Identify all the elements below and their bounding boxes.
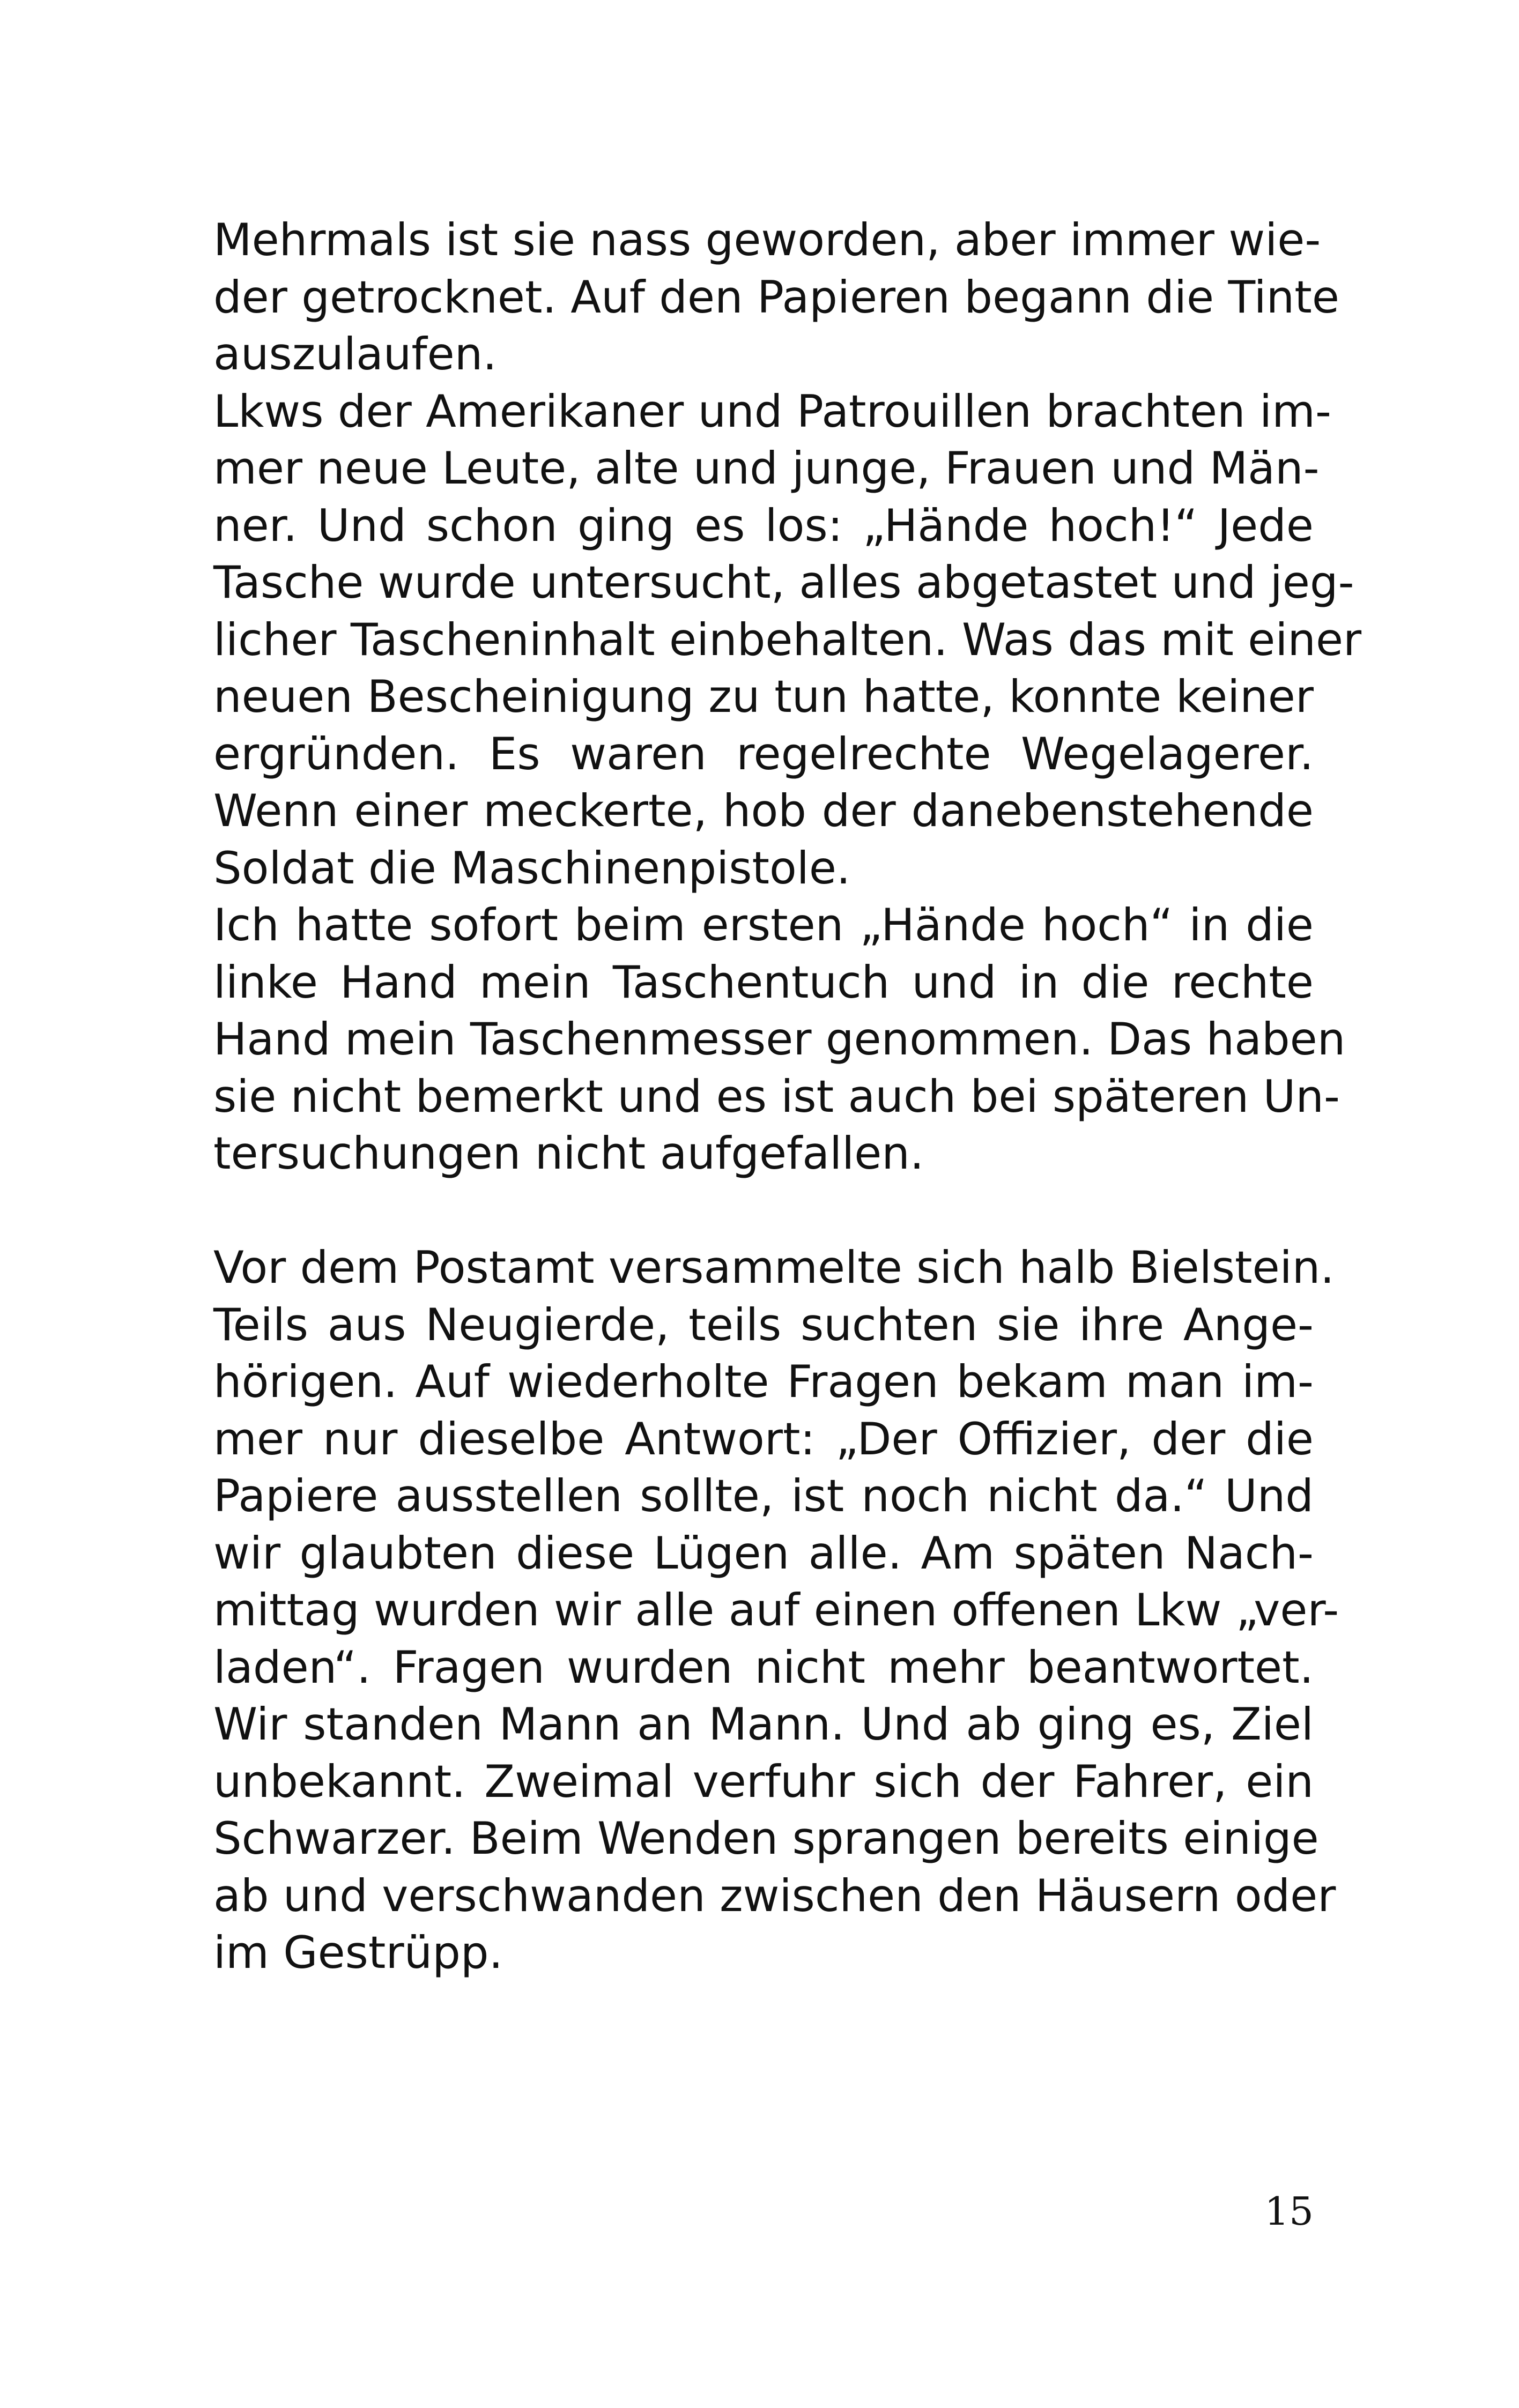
text-line: der getrocknet. Auf den Papieren begann die Tinte bbox=[213, 271, 1339, 323]
text-line: tersuchungen nicht aufgefallen. bbox=[213, 1127, 924, 1179]
text-line: ab und verschwanden zwischen den Häusern oder bbox=[213, 1869, 1336, 1922]
text-line: Soldat die Maschinenpistole. bbox=[213, 842, 851, 894]
paragraph bbox=[213, 897, 1346, 1183]
text-line: neuen Bescheinigung zu tun hatte, konnte keiner bbox=[213, 671, 1314, 723]
text-line: laden“. Fragen wurden nicht mehr beantwortet. bbox=[213, 1641, 1314, 1693]
text-line: licher Tascheninhalt einbehalten. Was das mit einer bbox=[213, 613, 1362, 666]
text-line: sie nicht bemerkt und es ist auch bei späteren Un- bbox=[213, 1070, 1340, 1123]
text-line: wir glaubten diese Lügen alle. Am späten Nach- bbox=[213, 1527, 1314, 1579]
text-line: Wir standen Mann an Mann. Und ab ging es, Ziel bbox=[213, 1698, 1314, 1750]
text-line: mer nur dieselbe Antwort: „Der Offizier, der die bbox=[213, 1413, 1314, 1465]
text-line: ergründen. Es waren regelrechte Wegelagerer. bbox=[213, 727, 1314, 780]
paragraph bbox=[213, 383, 1362, 897]
text-line: Ich hatte sofort beim ersten „Hände hoch“ in die bbox=[213, 899, 1314, 951]
body-text bbox=[213, 212, 1362, 1982]
text-line: linke Hand mein Taschentuch und in die rechte bbox=[213, 956, 1314, 1008]
text-line: Vor dem Postamt versammelte sich halb Bielstein. bbox=[213, 1242, 1335, 1294]
page-number: 15 bbox=[1264, 2189, 1314, 2234]
text-line: Tasche wurde untersucht, alles abgetastet und jeg- bbox=[213, 556, 1354, 608]
paragraph bbox=[213, 1239, 1339, 1982]
text-line: auszulaufen. bbox=[213, 328, 497, 380]
paragraph bbox=[213, 212, 1339, 383]
text-line: Hand mein Taschenmesser genommen. Das haben bbox=[213, 1013, 1346, 1065]
paragraph-gap bbox=[213, 1183, 1314, 1240]
text-line: ner. Und schon ging es los: „Hände hoch!“ Jede bbox=[213, 499, 1314, 552]
text-line: Lkws der Amerikaner und Patrouillen brachten im- bbox=[213, 385, 1331, 437]
text-line: im Gestrüpp. bbox=[213, 1927, 503, 1979]
text-line: Papiere ausstellen sollte, ist noch nicht da.“ Und bbox=[213, 1470, 1314, 1522]
text-line: mittag wurden wir alle auf einen offenen Lkw „ver- bbox=[213, 1584, 1339, 1636]
text-line: Teils aus Neugierde, teils suchten sie ihre Ange- bbox=[213, 1298, 1314, 1351]
text-line: unbekannt. Zweimal verfuhr sich der Fahrer, ein bbox=[213, 1755, 1314, 1808]
text-line: Wenn einer meckerte, hob der danebenstehende bbox=[213, 785, 1314, 837]
text-line: Mehrmals ist sie nass geworden, aber immer wie- bbox=[213, 214, 1321, 266]
text-line: mer neue Leute, alte und junge, Frauen und Män- bbox=[213, 442, 1320, 494]
text-line: hörigen. Auf wiederholte Fragen bekam man im- bbox=[213, 1356, 1314, 1408]
text-line: Schwarzer. Beim Wenden sprangen bereits einige bbox=[213, 1812, 1319, 1864]
